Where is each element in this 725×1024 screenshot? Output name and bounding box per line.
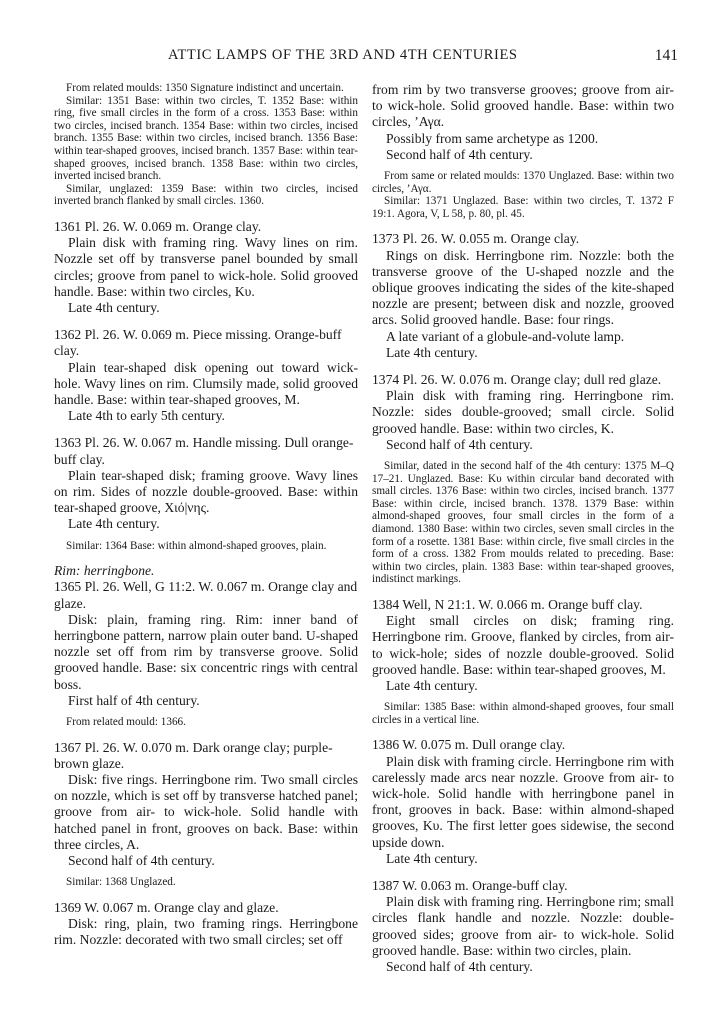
entry-1362-date: Late 4th to early 5th century.: [68, 408, 225, 424]
entry-1387-heading: 1387 W. 0.063 m. Orange-buff clay.: [372, 878, 568, 893]
entry-1387-date: Second half of 4th century.: [386, 959, 533, 975]
page-header: [68, 47, 678, 69]
entry-1363-similar: Similar: 1364 Base: within almond-shaped grooves, plain.: [66, 539, 327, 552]
entry-1369-note: Possibly from same archetype as 1200.: [386, 130, 599, 146]
entry-1365-description: Disk: plain, framing ring. Rim: inner band of herringbone pattern, narrow plain outer band. U-shaped nozzle set off from rim by transverse groove. Solid grooved handle. Base: six concentric rings with central boss.: [54, 611, 358, 692]
entry-1365-related: From related mould: 1366.: [66, 716, 186, 729]
entry-1362-heading: 1362 Pl. 26. W. 0.069 m. Piece missing. Orange-buff clay.: [54, 327, 342, 359]
entry-1369-heading: 1369 W. 0.067 m. Orange clay and glaze.: [54, 899, 279, 915]
entry-1384-date: Late 4th century.: [386, 677, 478, 693]
entry-1363-date: Late 4th century.: [68, 516, 160, 532]
entry-1384-description: Eight small circles on disk; framing ring. Herringbone rim. Groove, flanked by circles, from air- to wick-hole; sides of nozzle double-grooved. Solid grooved handle. Base: within tear-shaped grooves, M.: [372, 613, 674, 677]
entry-1365-heading: 1365 Pl. 26. Well, G 11:2. W. 0.067 m. Orange clay and glaze.: [54, 579, 358, 611]
entry-1373-note: A late variant of a globule-and-volute lamp.: [386, 328, 625, 344]
entry-1367-similar: Similar: 1368 Unglazed.: [66, 876, 176, 889]
entry-1369-continued: from rim by two transverse grooves; groove from air- to wick-hole. Solid grooved handle. Base: within two circles, ’Αγα.: [372, 82, 674, 130]
entry-1374-description: Plain disk with framing ring. Herringbone rim. Nozzle: sides double-grooved; small circle. Solid grooved handle. Base: within two circles, K.: [372, 388, 674, 436]
entry-1386-date: Late 4th century.: [386, 850, 478, 866]
similar-unglazed-note: Similar, unglazed: 1359 Base: within two circles, incised inverted branch flanked by small circles. 1360.: [54, 182, 358, 208]
entry-1373-heading: 1373 Pl. 26. W. 0.055 m. Orange clay.: [372, 231, 580, 247]
page-number: 141: [654, 47, 678, 64]
entry-1374-heading: 1374 Pl. 26. W. 0.076 m. Orange clay; dull red glaze.: [372, 372, 662, 388]
right-column: [372, 82, 674, 975]
entry-1369-description: Disk: ring, plain, two framing rings. Herringbone rim. Nozzle: decorated with two small circles; set off: [54, 916, 358, 948]
entry-1361-heading: 1361 Pl. 26. W. 0.069 m. Orange clay.: [54, 218, 262, 234]
entry-1369-date: Second half of 4th century.: [386, 146, 533, 162]
entry-1363-heading: 1363 Pl. 26. W. 0.067 m. Handle missing. Dull orange-buff clay.: [54, 435, 354, 467]
entry-1384-similar: Similar: 1385 Base: within almond-shaped grooves, four small circles in a vertical line.: [372, 701, 674, 726]
entry-1363-description: Plain tear-shaped disk; framing groove. Wavy lines on rim. Sides of nozzle double-grooved. Base: within tear-shaped groove, Χιό|νης.: [54, 467, 358, 516]
running-head: ATTIC LAMPS OF THE 3RD AND 4TH CENTURIES: [168, 47, 518, 63]
entry-1374-similar: Similar, dated in the second half of the 4th century: 1375 M–Q 17–21. Unglazed. Base: Κυ within circular band decorated with small circles. 1376 Base: within two circles, incised branch. 1377 Base: within circle, incised branch. 1378. 1379 Base: within almond-shaped grooves, four small circles in the form of a diamond. 1380 Base: within two circles, seven small circles in the form of a rosette. 1381 Base: within circle, five small circles in the form of a cross. 1382 From moulds related to preceding. Base: within two circles, plain. 1383 Base: within tear-shaped grooves, indistinct markings.: [372, 460, 674, 586]
entry-1374-date: Second half of 4th century.: [386, 436, 533, 452]
entry-1367-date: Second half of 4th century.: [68, 853, 215, 869]
left-column: [54, 82, 358, 948]
entry-1365-date: First half of 4th century.: [68, 692, 200, 708]
entry-1386-heading: 1386 W. 0.075 m. Dull orange clay.: [372, 737, 566, 753]
entry-1367-description: Disk: five rings. Herringbone rim. Two small circles on nozzle, which is set off by transverse hatched panel; groove from air- to wick-hole. Solid handle with hatched panel in front, grooves on back. Base: within three circles, A.: [54, 772, 358, 852]
entry-1367-heading: 1367 Pl. 26. W. 0.070 m. Dark orange clay; purple-brown glaze.: [54, 739, 333, 771]
entry-1369-related: From same or related moulds: 1370 Unglazed. Base: within two circles, ’Αγα.: [372, 170, 674, 195]
entry-1384-heading: 1384 Well, N 21:1. W. 0.066 m. Orange buff clay.: [372, 596, 643, 612]
entry-1373-date: Late 4th century.: [386, 344, 478, 360]
entry-1373-description: Rings on disk. Herringbone rim. Nozzle: both the transverse groove of the U-shaped nozzle and the oblique grooves indicating the sides of the kite-shaped nozzle are present; between disk and nozzle, grooved arcs. Solid grooved handle. Base: four rings.: [372, 247, 674, 328]
entry-1369-similar: Similar: 1371 Unglazed. Base: within two circles, T. 1372 F 19:1. Agora, V, L 58, p. 80, pl. 45.: [372, 195, 674, 220]
entry-1361-description: Plain disk with framing ring. Wavy lines on rim. Nozzle set off by transverse panel bounded by small circles; groove from panel to wick-hole. Solid grooved handle. Base: within two circles, Κυ.: [54, 235, 358, 299]
section-rubric: Rim: herringbone.: [54, 563, 155, 579]
entry-1386-description: Plain disk with framing circle. Herringbone rim with carelessly made arcs near nozzle. Groove from air- to wick-hole. Solid handle with herringbone panel in front, grooves in back. Base: within almond-shaped grooves, Κυ. The first letter goes sidewise, the second upside down.: [372, 753, 674, 850]
similar-note: Similar: 1351 Base: within two circles, T. 1352 Base: within ring, five small circles in the form of a cross. 1353 Base: within two circles, incised branch. 1354 Base: within two circles, incised branch. 1355 Base: within two circles, incised branch. 1356 Base: within tear-shaped grooves, incised branch. 1357 Base: within tear-shaped grooves, incised branch. 1358 Base: within two circles, inverted incised branch.: [54, 94, 358, 183]
related-moulds-note: From related moulds: 1350 Signature indistinct and uncertain.: [66, 82, 344, 94]
entry-1362-description: Plain tear-shaped disk opening out toward wick-hole. Wavy lines on rim. Clumsily made, solid grooved handle. Base: within tear-shaped grooves, M.: [54, 359, 358, 407]
entry-1387-description: Plain disk with framing ring. Herringbone rim; small circles flank handle and nozzle. Nozzle: double-grooved sides; groove from air- to wick-hole. Solid grooved handle. Base: within two circles, plain.: [372, 894, 674, 958]
entry-1361-date: Late 4th century.: [68, 299, 160, 315]
